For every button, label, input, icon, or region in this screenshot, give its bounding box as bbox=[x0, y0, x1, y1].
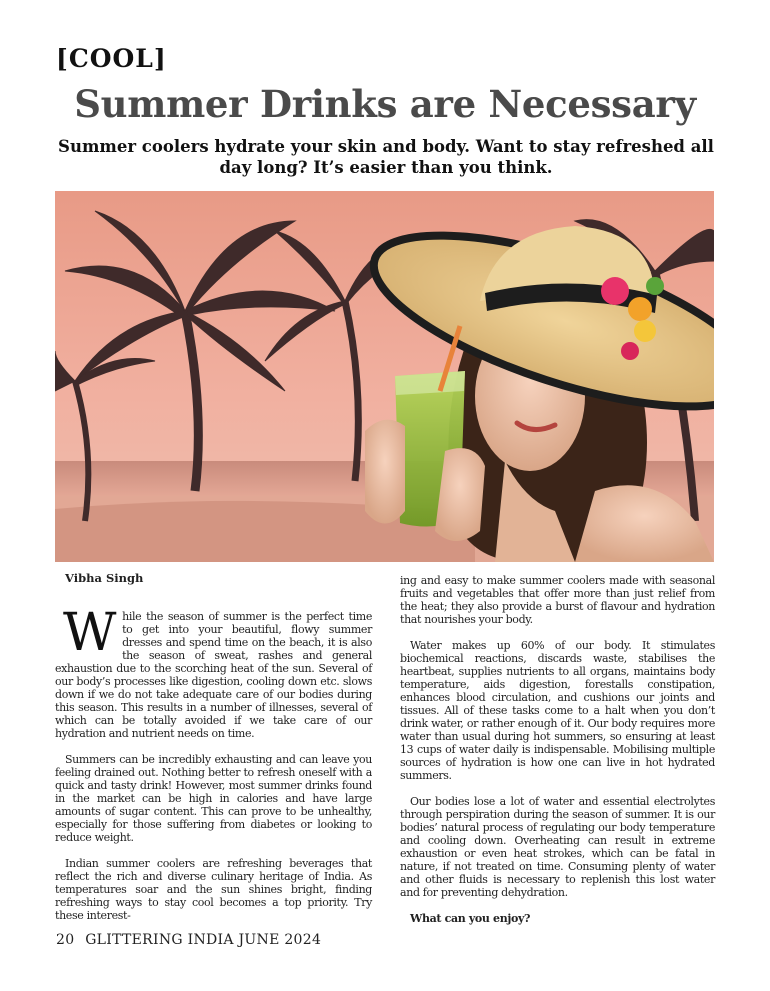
paragraph-continued: ing and easy to make summer coolers made with seasonal fruits and vegetables that offer more than just relief from the heat; they also provide a burst of flavour and hydration that nourishes your body. bbox=[400, 574, 715, 626]
paragraph: Indian summer coolers are refreshing beverages that reflect the rich and diverse culinary heritage of India. As temperatures soar and the sun shines bright, finding refreshing ways to stay cool becomes a top priority. Try these interest- bbox=[55, 857, 372, 922]
article-title: Summer Drinks are Necessary bbox=[74, 82, 696, 126]
article-column-left bbox=[55, 603, 372, 935]
article-column-right bbox=[400, 574, 715, 938]
subheading: What can you enjoy? bbox=[410, 912, 531, 925]
page-footer bbox=[56, 932, 321, 948]
paragraph: Summers can be incredibly exhausting and can leave you feeling drained out. Nothing better to refresh oneself with a quick and tasty drink! However, most summer drinks found in the market can be high in calories and have large amounts of sugar content. This can prove to be unhealthy, especially for those suffering from diabetes or looking to reduce weight. bbox=[55, 753, 372, 844]
hero-photo-illustration bbox=[55, 191, 714, 562]
paragraph-intro bbox=[55, 603, 372, 740]
publication-name: GLITTERING INDIA JUNE 2024 bbox=[85, 932, 322, 948]
paragraph-intro-text: hile the season of summer is the perfect time to get into your beautiful, flowy summer dresses and spend time on the beach, it is also the season of sweat, rashes and general exhaustion due to the scorching heat of the sun. Several of our body’s processes like digestion, cooling down etc. slows down if we do not take adequate care of our bodies during this season. This results in a number of illnesses, several of which can be totally avoided if we take care of our hydration and nutrient needs on time. bbox=[55, 610, 372, 740]
drop-cap: W bbox=[63, 603, 117, 663]
paragraph: Our bodies lose a lot of water and essential electrolytes through perspiration during the season of summer. It is our bodies’ natural process of regulating our body temperature and cooling down. Overheating can result in extreme exhaustion or even heat strokes, which can be fatal in nature, if not treated on time. Consuming plenty of water and other fluids is necessary to replenish this lost water and for preventing dehydration. bbox=[400, 795, 715, 899]
article-deck: Summer coolers hydrate your skin and body. Want to stay refreshed all day long? It’s easier than you think. bbox=[58, 137, 714, 177]
paragraph: Water makes up 60% of our body. It stimulates biochemical reactions, discards waste, stabilises the heartbeat, supplies nutrients to all organs, maintains body temperature, aids digestion, forestalls constipation, enhances blood circulation, and cushions our joints and tissues. All of these tasks come to a halt when you don’t drink water, or rather enough of it. Our body requires more water than usual during hot summers, so ensuring at least 13 cups of water daily is indispensable. Mobilising multiple sources of hydration is how one can live in hot hydrated summers. bbox=[400, 639, 715, 782]
hero-image bbox=[55, 191, 714, 562]
section-tag: [COOL] bbox=[56, 44, 167, 73]
page-number: 20 bbox=[56, 932, 75, 948]
author-byline: Vibha Singh bbox=[65, 571, 144, 585]
